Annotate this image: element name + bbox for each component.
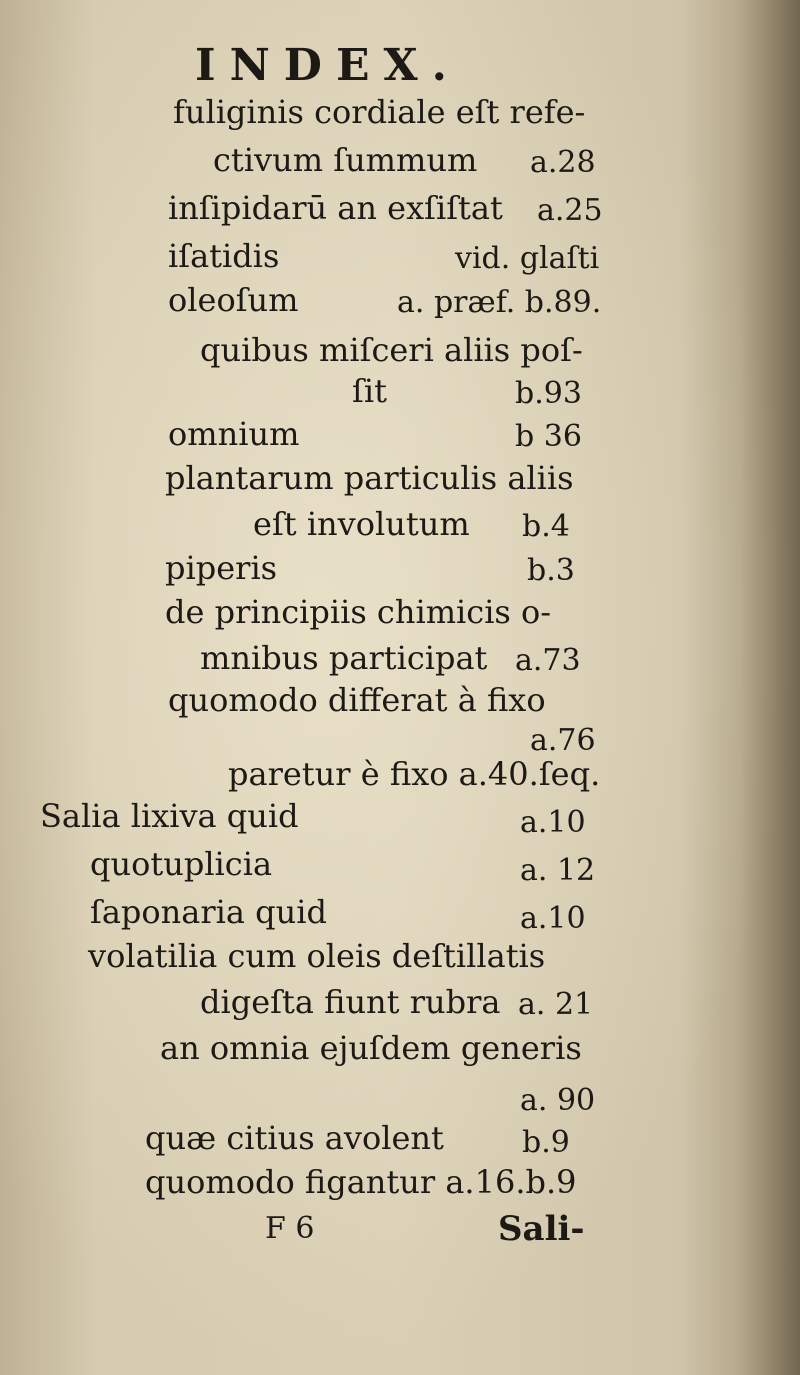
entry-line: omnium	[168, 415, 300, 453]
entry-line: mnibus participat	[200, 639, 488, 677]
entry-line: volatilia cum oleis deſtillatis	[88, 937, 546, 975]
entry-line: quæ citius avolent	[145, 1119, 444, 1157]
entry-ref: b.93	[515, 376, 582, 411]
entry-line: quomodo figantur a.16.b.9	[145, 1163, 577, 1201]
entry-ref: a. 12	[520, 853, 596, 888]
entry-line: plantarum particulis aliis	[165, 459, 574, 497]
entry-ref: a. præf. b.89.	[397, 285, 602, 320]
entry-line: iſatidis	[168, 237, 280, 275]
entry-line: quotuplicia	[90, 845, 273, 883]
entry-line: piperis	[165, 549, 278, 587]
entry-line: quibus miſceri aliis poſ-	[200, 331, 583, 369]
catchword: Sali-	[498, 1209, 585, 1249]
entry-line: Salia lixiva quid	[40, 797, 299, 835]
entry-ref: b.9	[522, 1125, 570, 1160]
entry-ref: a.25	[537, 193, 603, 228]
entry-ref: a.73	[515, 643, 581, 678]
signature-mark: F 6	[265, 1211, 315, 1246]
entry-line: paretur è fixo a.40.ſeq.	[228, 755, 601, 793]
entry-ref: a.10	[520, 901, 586, 936]
entry-line: fuliginis cordiale eſt refe-	[173, 93, 586, 131]
entry-line: an omnia ejuſdem generis	[160, 1029, 582, 1067]
entry-ref: a. 21	[518, 987, 594, 1022]
entry-line: oleoſum	[168, 281, 299, 319]
entry-ref: b.4	[522, 509, 570, 544]
entry-ref: a. 90	[520, 1083, 596, 1118]
entry-line: inſipidarū an exſiſtat	[168, 189, 503, 227]
entry-ref: a.10	[520, 805, 586, 840]
entry-line: digeſta fiunt rubra	[200, 983, 501, 1021]
entry-line: quomodo differat à fixo	[168, 681, 546, 719]
entry-line: ſaponaria quid	[90, 893, 327, 931]
entry-ref: a.28	[530, 145, 596, 180]
entry-ref: vid. glaſti	[455, 241, 600, 276]
entry-line: eſt involutum	[253, 505, 470, 543]
page-edge-shadow	[740, 0, 800, 1375]
entry-line: de principiis chimicis o-	[165, 593, 552, 631]
entry-ref: a.76	[530, 723, 596, 758]
entry-ref: b.3	[527, 553, 575, 588]
entry-line: ctivum ſummum	[213, 141, 478, 179]
entry-ref: b 36	[515, 419, 582, 454]
entry-line: ſit	[352, 372, 387, 410]
page-header: INDEX.	[195, 40, 461, 91]
